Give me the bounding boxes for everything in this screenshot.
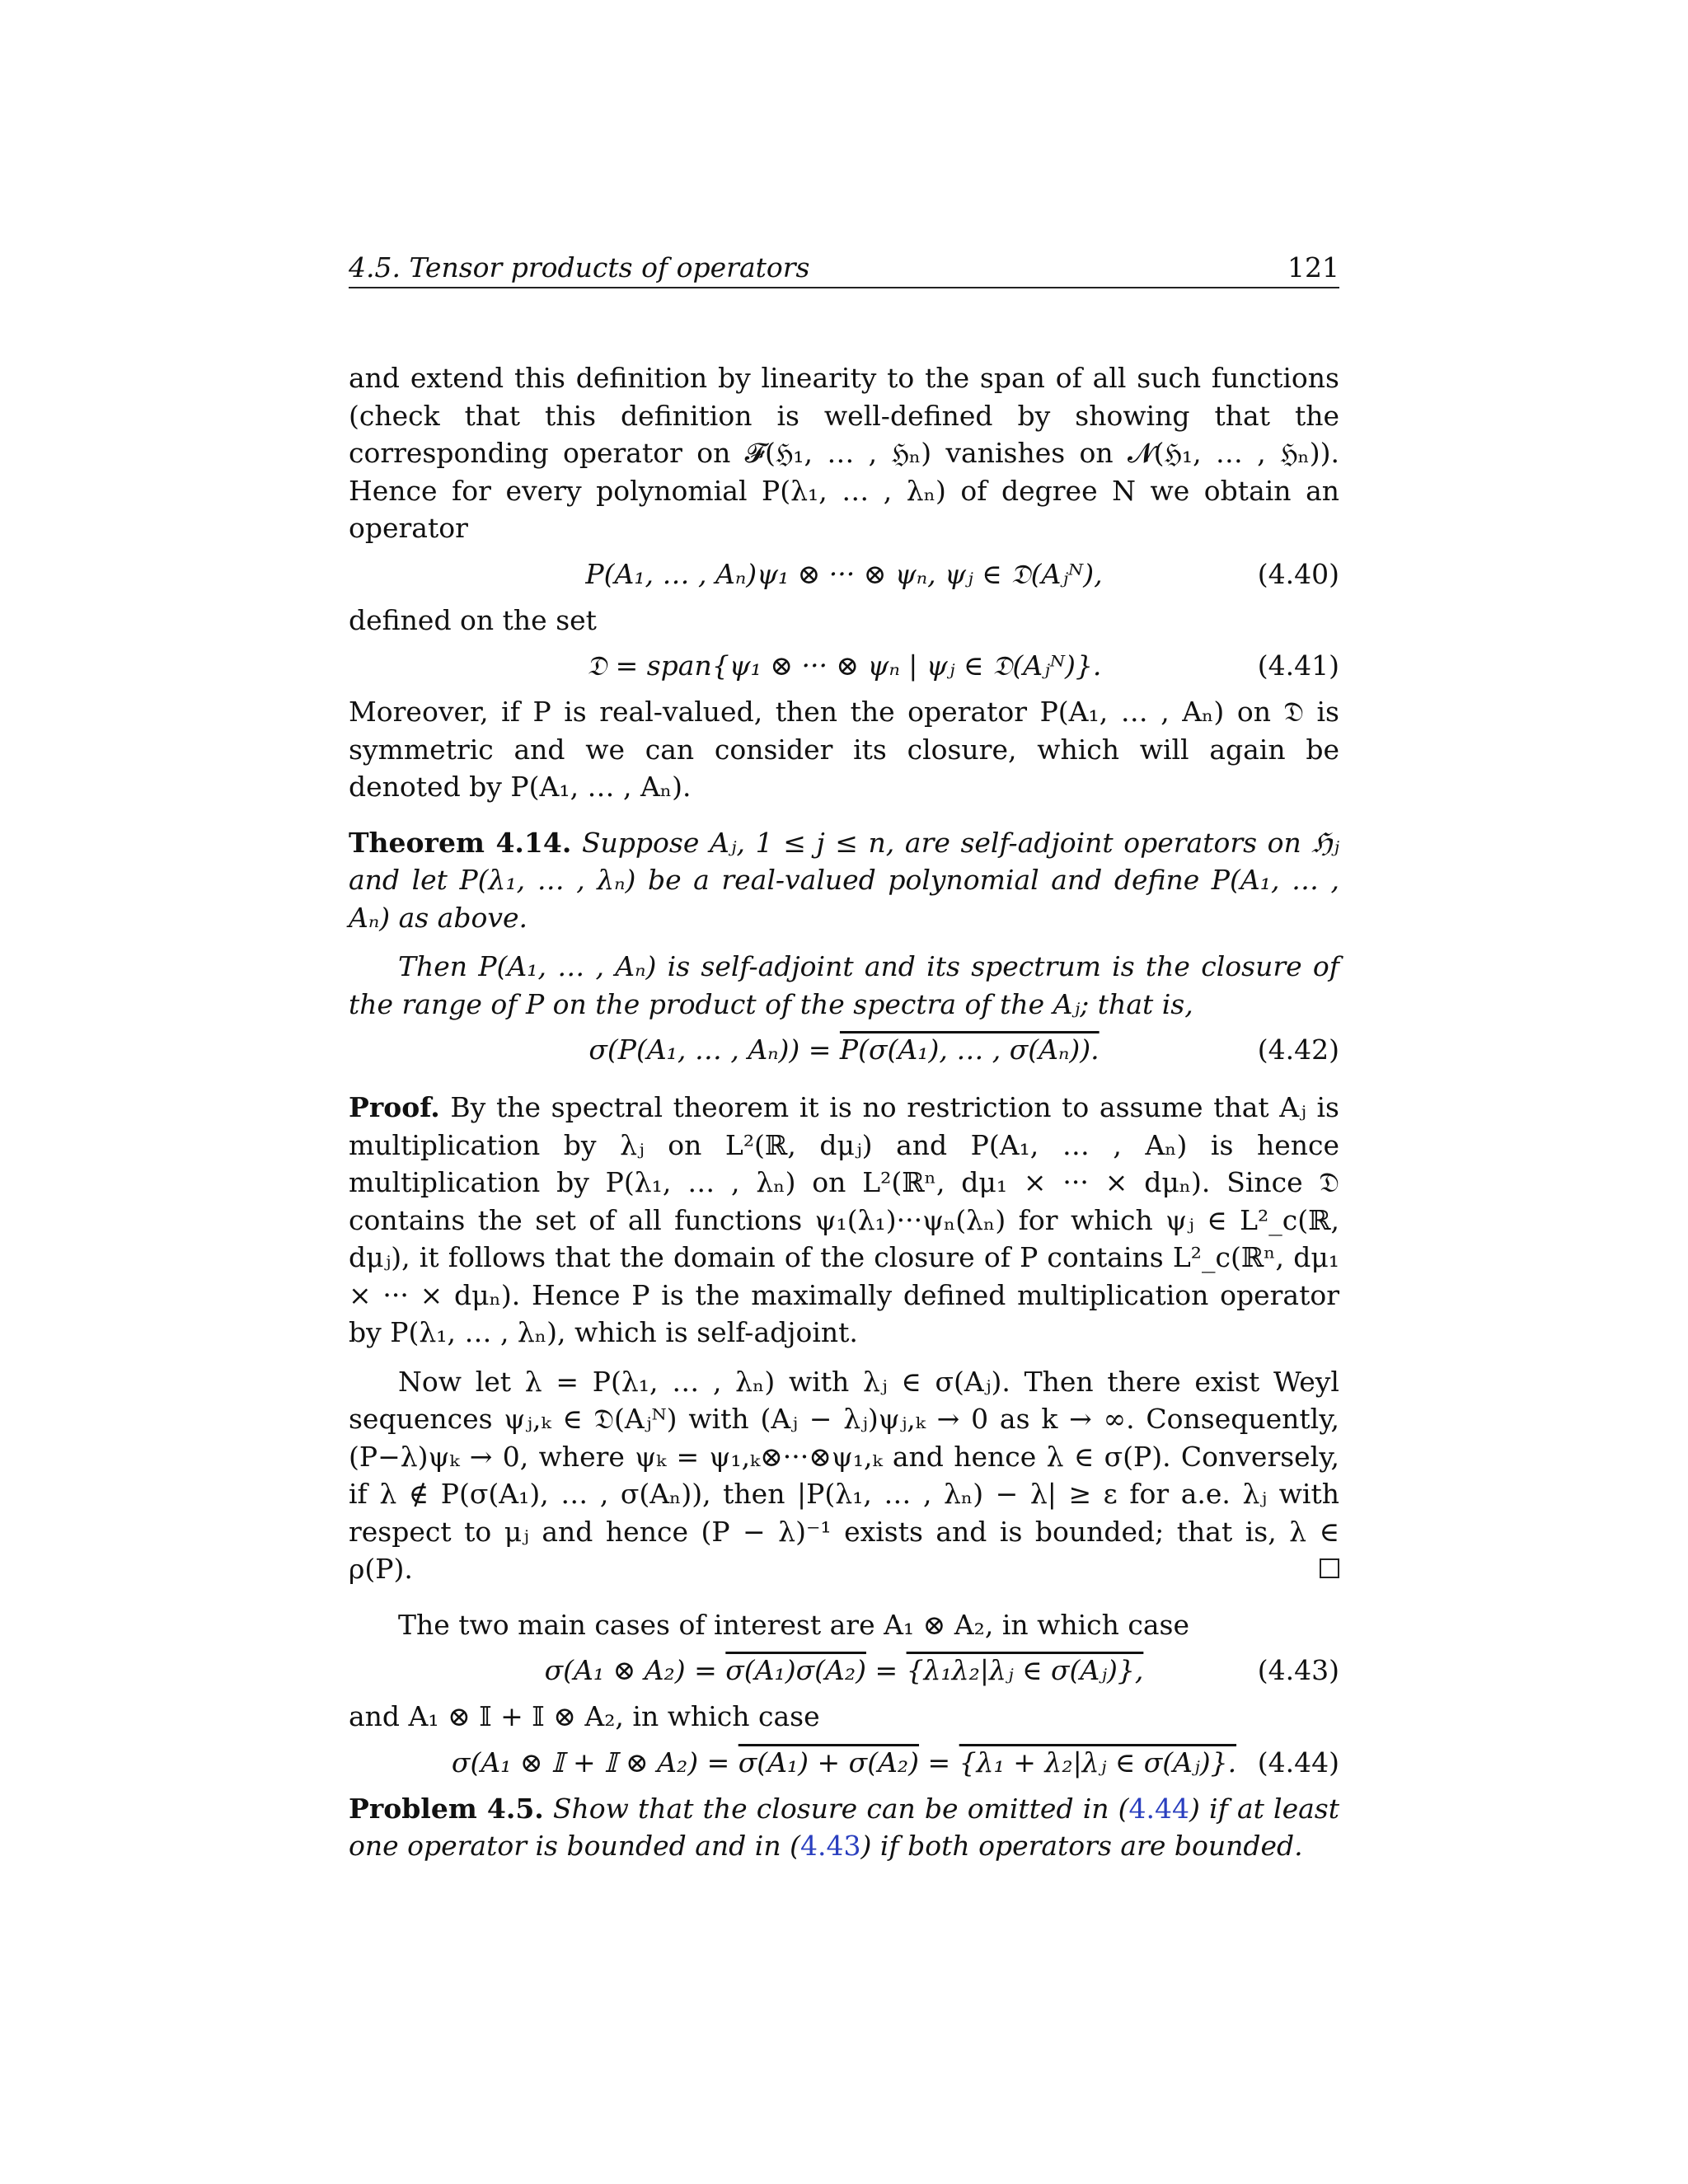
problem-label: Problem 4.5. xyxy=(349,1792,544,1825)
equation-lhs: σ(A₁ ⊗ A₂) = xyxy=(544,1654,726,1687)
problem-text: ) if both operators are bounded. xyxy=(860,1830,1303,1862)
equation-math: 𝔇 = span{ψ₁ ⊗ ··· ⊗ ψₙ | ψⱼ ∈ 𝔇(Aⱼᴺ)}. xyxy=(586,649,1102,682)
equation-4-44 xyxy=(349,1737,1339,1788)
equation-math: P(A₁, … , Aₙ)ψ₁ ⊗ ··· ⊗ ψₙ, ψⱼ ∈ 𝔇(Aⱼᴺ), xyxy=(585,557,1103,590)
equation-math xyxy=(588,1031,1099,1069)
qed-box-icon xyxy=(1320,1558,1339,1578)
equation-number: (4.42) xyxy=(1257,1033,1339,1066)
proof-continued xyxy=(349,1363,1339,1588)
paragraph: Moreover, if P is real-valued, then the operator P(A₁, … , Aₙ) on 𝔇 is symmetric and we can consider its closure, which will again be denoted by P(A₁, … , Aₙ). xyxy=(349,696,1339,803)
equation-math xyxy=(452,1744,1236,1782)
paragraph: and extend this definition by linearity to the span of all such functions (check that this definition is well-defined by showing that the corresponding operator on 𝓕(ℌ₁, … , ℌₙ) vanishes on 𝓝(ℌ₁, … , ℌₙ)). Hence for every polynomial P(λ₁, … , λₙ) of degree N we obtain an operator xyxy=(349,362,1339,544)
paragraph: defined on the set xyxy=(349,603,597,636)
problem-text: ) if at least one operator is bounded and in ( xyxy=(349,1792,1339,1862)
theorem-conclusion: Then P(A₁, … , Aₙ) is self-adjoint and its spectrum is the closure of the range of P on the product of the spectra of the Aⱼ; that is, xyxy=(349,950,1339,1020)
equation-number: (4.40) xyxy=(1257,557,1339,590)
equation-ref-link[interactable]: 4.44 xyxy=(1128,1792,1190,1825)
problem-4-5 xyxy=(349,1790,1339,1865)
closure-overline: {λ₁ + λ₂|λⱼ ∈ σ(Aⱼ)}. xyxy=(959,1746,1237,1779)
proof-label: Proof. xyxy=(349,1091,440,1123)
theorem-statement: Suppose Aⱼ, 1 ≤ j ≤ n, are self-adjoint operators on ℌⱼ and let P(λ₁, … , λₙ) be a real-valued polynomial and define P(A₁, … , Aₙ) as above. xyxy=(349,826,1339,934)
equals-sign: = xyxy=(865,1654,907,1687)
proof xyxy=(349,1089,1339,1352)
equation-ref-link[interactable]: 4.43 xyxy=(799,1830,861,1862)
proof-text: Now let λ = P(λ₁, … , λₙ) with λⱼ ∈ σ(Aⱼ). Then there exist Weyl sequences ψⱼ,ₖ ∈ 𝔇(Aⱼᴺ) with (Aⱼ − λⱼ)ψⱼ,ₖ → 0 as k → ∞. Consequently, (P−λ)ψₖ → 0, where ψₖ = ψ₁,ₖ⊗···⊗ψ₁,ₖ and hence λ ∈ σ(P). Conversely, if λ ∉ P(σ(A₁), … , σ(Aₙ)), then |P(λ₁, … , λₙ) − λ| ≥ ε for a.e. λⱼ with respect to μⱼ and hence (P − λ)⁻¹ exists and is bounded; that is, λ ∈ ρ(P). xyxy=(349,1365,1339,1585)
equation-4-40 xyxy=(349,549,1339,600)
equation-4-42 xyxy=(349,1024,1339,1076)
equation-4-43 xyxy=(349,1645,1339,1696)
theorem-4-14 xyxy=(349,824,1339,937)
proof-text: By the spectral theorem it is no restriction to assume that Aⱼ is multiplication by λⱼ on L²(ℝ, dμⱼ) and P(A₁, … , Aₙ) is hence multiplication by P(λ₁, … , λₙ) on L²(ℝⁿ, dμ₁ × ··· × dμₙ). Since 𝔇 contains the set of all functions ψ₁(λ₁)···ψₙ(λₙ) for which ψⱼ ∈ L²_c(ℝ, dμⱼ), it follows that the domain of the closure of P contains L²_c(ℝⁿ, dμ₁ × ··· × dμₙ). Hence P is the maximally defined multiplication operator by P(λ₁, … , λₙ), which is self-adjoint. xyxy=(349,1091,1339,1348)
running-header xyxy=(349,244,1339,288)
equals-sign: = xyxy=(919,1746,959,1779)
closure-overline: {λ₁λ₂|λⱼ ∈ σ(Aⱼ)}, xyxy=(906,1654,1144,1687)
equation-4-41 xyxy=(349,640,1339,691)
closure-overline: σ(A₁)σ(A₂) xyxy=(725,1654,866,1687)
paragraph: and A₁ ⊗ 𝕀 + 𝕀 ⊗ A₂, in which case xyxy=(349,1700,820,1732)
equation-number: (4.44) xyxy=(1257,1746,1339,1779)
paragraph: The two main cases of interest are A₁ ⊗ A₂, in which case xyxy=(398,1608,1190,1641)
equation-number: (4.41) xyxy=(1257,649,1339,682)
page-number: 121 xyxy=(1287,251,1339,284)
page-body xyxy=(349,359,1339,1865)
equation-lhs: σ(A₁ ⊗ 𝕀 + 𝕀 ⊗ A₂) = xyxy=(451,1746,738,1779)
problem-text: Show that the closure can be omitted in ( xyxy=(552,1792,1129,1825)
closure-overline: P(σ(A₁), … , σ(Aₙ)). xyxy=(839,1033,1100,1066)
equation-lhs: σ(P(A₁, … , Aₙ)) = xyxy=(588,1033,840,1066)
closure-overline: σ(A₁) + σ(A₂) xyxy=(738,1746,920,1779)
equation-math xyxy=(545,1652,1144,1690)
theorem-label: Theorem 4.14. xyxy=(349,826,572,859)
equation-number: (4.43) xyxy=(1257,1654,1339,1687)
section-title: 4.5. Tensor products of operators xyxy=(349,251,810,284)
